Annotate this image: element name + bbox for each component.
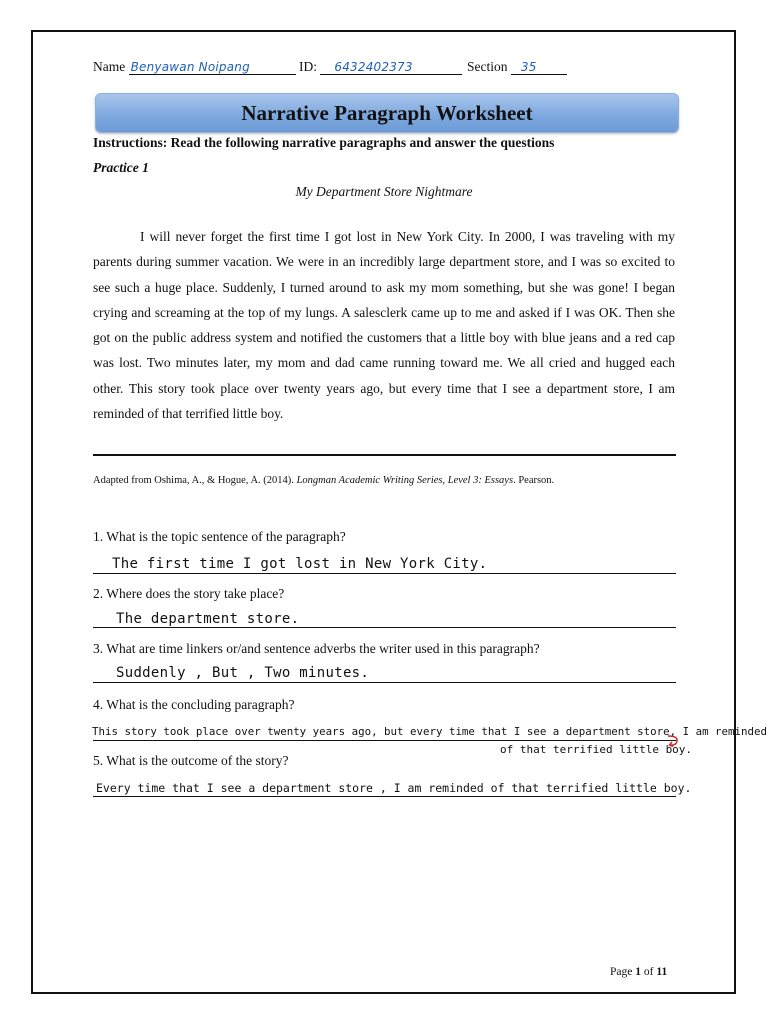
question-2: 2. Where does the story take place? [93,586,285,601]
answer-line-4 [93,740,676,741]
source-title: Longman Academic Writing Series, Level 3: Essays [296,475,514,486]
divider-line [93,454,676,456]
page-number [610,966,667,978]
practice-label: Practice 1 [93,160,149,175]
instructions: Instructions: Read the following narrative paragraphs and answer the questions [93,135,555,150]
page-current: 1 [635,966,641,978]
answer-5[interactable]: Every time that I see a department store , I am reminded of that terrified little boy. [96,781,692,795]
story-paragraph: I will never forget the first time I got lost in New York City. In 2000, I was traveling with my parents during summer vacation. We were in an incredibly large department store, and I was so excited to see such a huge place. Suddenly, I turned around to ask my mom something, but she was gone! I began crying and screaming at the top of my lungs. A salesclerk came up to me and asked if I was OK. Then she got on the public address system and notified the customers that a little boy with blue jeans and a red cap was lost. Two minutes later, my mom and dad came running toward me. We all cried and hugged each other. This story took place over twenty years ago, but every time that I see a department store, I am reminded of that terrified little boy. [93,229,675,422]
answer-1[interactable]: The first time I got lost in New York City. [112,556,488,572]
page-total: 11 [656,966,668,978]
question-5: 5. What is the outcome of the story? [93,753,289,768]
question-1: 1. What is the topic sentence of the paragraph? [93,529,346,544]
section-label: Section [467,59,508,74]
page-label: Page [610,966,633,978]
story-title: My Department Store Nightmare [295,184,473,199]
name-row [93,58,296,75]
section-field[interactable] [511,58,567,75]
question-4: 4. What is the concluding paragraph? [93,697,295,712]
section-row [467,58,567,75]
name-label: Name [93,59,126,74]
worksheet-title: Narrative Paragraph Worksheet [241,100,533,125]
page-of-label: of [643,966,654,978]
answer-4-continued[interactable]: of that terrified little boy. [500,743,693,756]
name-value: Benyawan Noipang [130,60,250,74]
worksheet-title-banner [95,93,679,133]
id-value: 6432402373 [334,60,413,74]
source-citation [93,475,554,486]
answer-line-3 [93,682,676,683]
id-row [299,58,462,75]
question-3: 3. What are time linkers or/and sentence adverbs the writer used in this paragraph? [93,641,540,656]
id-field[interactable] [320,58,462,75]
answer-line-2 [93,627,676,628]
answer-3[interactable]: Suddenly , But , Two minutes. [116,665,370,681]
name-field[interactable] [129,58,296,75]
source-suffix: . Pearson. [513,475,555,486]
answer-4[interactable]: This story took place over twenty years ago, but every time that I see a department store, I am reminded [92,725,767,738]
answer-2[interactable]: The department store. [116,611,300,627]
answer-line-1 [93,573,676,574]
source-prefix: Adapted from Oshima, A., & Hogue, A. (2014). [93,475,297,486]
answer-line-5 [93,796,676,797]
section-value: 35 [520,60,537,74]
id-label: ID: [299,59,317,74]
